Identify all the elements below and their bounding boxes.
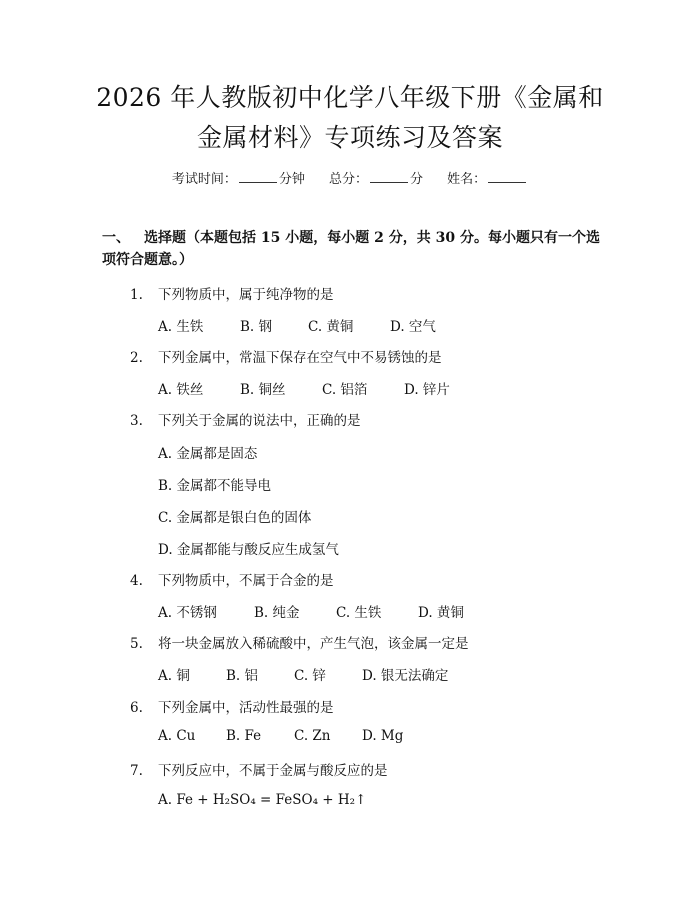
section-heading bbox=[102, 227, 602, 271]
question-6 bbox=[130, 696, 334, 716]
option-c: C. 金属都是银白色的固体 bbox=[158, 510, 312, 526]
option-d: D. 金属都能与酸反应生成氢气 bbox=[158, 542, 339, 558]
question-3 bbox=[130, 409, 361, 429]
option-b: B. 铝 bbox=[226, 668, 259, 684]
question-5 bbox=[130, 632, 469, 652]
question-number: 5. bbox=[130, 636, 143, 652]
document-title bbox=[60, 78, 640, 158]
question-number: 7. bbox=[130, 763, 143, 779]
question-1 bbox=[130, 283, 334, 303]
option-a: A. 金属都是固态 bbox=[158, 446, 258, 462]
question-text: 下列反应中，不属于金属与酸反应的是 bbox=[158, 763, 388, 779]
time-label: 考试时间： bbox=[171, 172, 237, 187]
time-unit: 分钟 bbox=[278, 172, 305, 187]
name-blank bbox=[488, 172, 526, 183]
question-1-options bbox=[158, 315, 436, 335]
question-text: 将一块金属放入稀硫酸中，产生气泡，该金属一定是 bbox=[158, 636, 469, 652]
option-a: A. 铜 bbox=[158, 668, 190, 684]
question-text: 下列关于金属的说法中，正确的是 bbox=[158, 413, 361, 429]
option-c: C. Zn bbox=[294, 728, 331, 744]
question-number: 4. bbox=[130, 573, 143, 589]
option-a: A. Cu bbox=[158, 728, 196, 744]
question-text: 下列金属中，常温下保存在空气中不易锈蚀的是 bbox=[158, 350, 442, 366]
score-blank bbox=[370, 172, 408, 183]
title-line-2: 金属材料》专项练习及答案 bbox=[196, 123, 503, 152]
question-text: 下列物质中，不属于合金的是 bbox=[158, 573, 334, 589]
question-number: 6. bbox=[130, 700, 143, 716]
question-4 bbox=[130, 569, 334, 589]
question-5-options bbox=[158, 664, 448, 684]
exam-score bbox=[329, 172, 423, 187]
option-c: C. 黄铜 bbox=[308, 319, 354, 335]
option-c: C. 生铁 bbox=[336, 605, 382, 621]
option-c: C. 锌 bbox=[294, 668, 326, 684]
option-b: B. 钢 bbox=[240, 319, 273, 335]
option-d: D. 黄铜 bbox=[418, 605, 464, 621]
option-b: B. 金属都不能导电 bbox=[158, 478, 272, 494]
question-6-options bbox=[158, 728, 403, 744]
option-d: D. 锌片 bbox=[404, 382, 450, 398]
option-d: D. 空气 bbox=[390, 319, 436, 335]
question-number: 2. bbox=[130, 350, 143, 366]
section-number: 一、 bbox=[102, 230, 130, 246]
option-b: B. 纯金 bbox=[254, 605, 300, 621]
exam-name bbox=[447, 172, 528, 187]
score-unit: 分 bbox=[410, 172, 424, 187]
exam-time bbox=[172, 172, 305, 187]
option-a: A. Fe + H₂SO₄ = FeSO₄ + H₂↑ bbox=[158, 792, 367, 808]
question-4-options bbox=[158, 601, 464, 621]
time-blank bbox=[239, 172, 277, 183]
section-title: 选择题（本题包括 15 小题，每小题 2 分，共 30 分。每小题只有一个选项符合题意。） bbox=[102, 230, 600, 268]
option-d: D. 银无法确定 bbox=[362, 668, 449, 684]
option-c: C. 铝箔 bbox=[322, 382, 368, 398]
question-number: 3. bbox=[130, 413, 143, 429]
option-b: B. 铜丝 bbox=[240, 382, 286, 398]
question-text: 下列金属中，活动性最强的是 bbox=[158, 700, 334, 716]
name-label: 姓名： bbox=[447, 172, 487, 187]
title-line-1: 2026 年人教版初中化学八年级下册《金属和 bbox=[96, 83, 604, 112]
option-b: B. Fe bbox=[226, 728, 262, 744]
question-2-options bbox=[158, 378, 450, 398]
question-7 bbox=[130, 759, 388, 779]
question-2 bbox=[130, 346, 442, 366]
option-a: A. 铁丝 bbox=[158, 382, 204, 398]
score-label: 总分： bbox=[328, 172, 368, 187]
question-text: 下列物质中，属于纯净物的是 bbox=[158, 287, 334, 303]
option-a: A. 生铁 bbox=[158, 319, 204, 335]
exam-info bbox=[0, 168, 700, 187]
question-number: 1. bbox=[130, 287, 143, 303]
option-d: D. Mg bbox=[362, 728, 404, 744]
option-a: A. 不锈钢 bbox=[158, 605, 217, 621]
